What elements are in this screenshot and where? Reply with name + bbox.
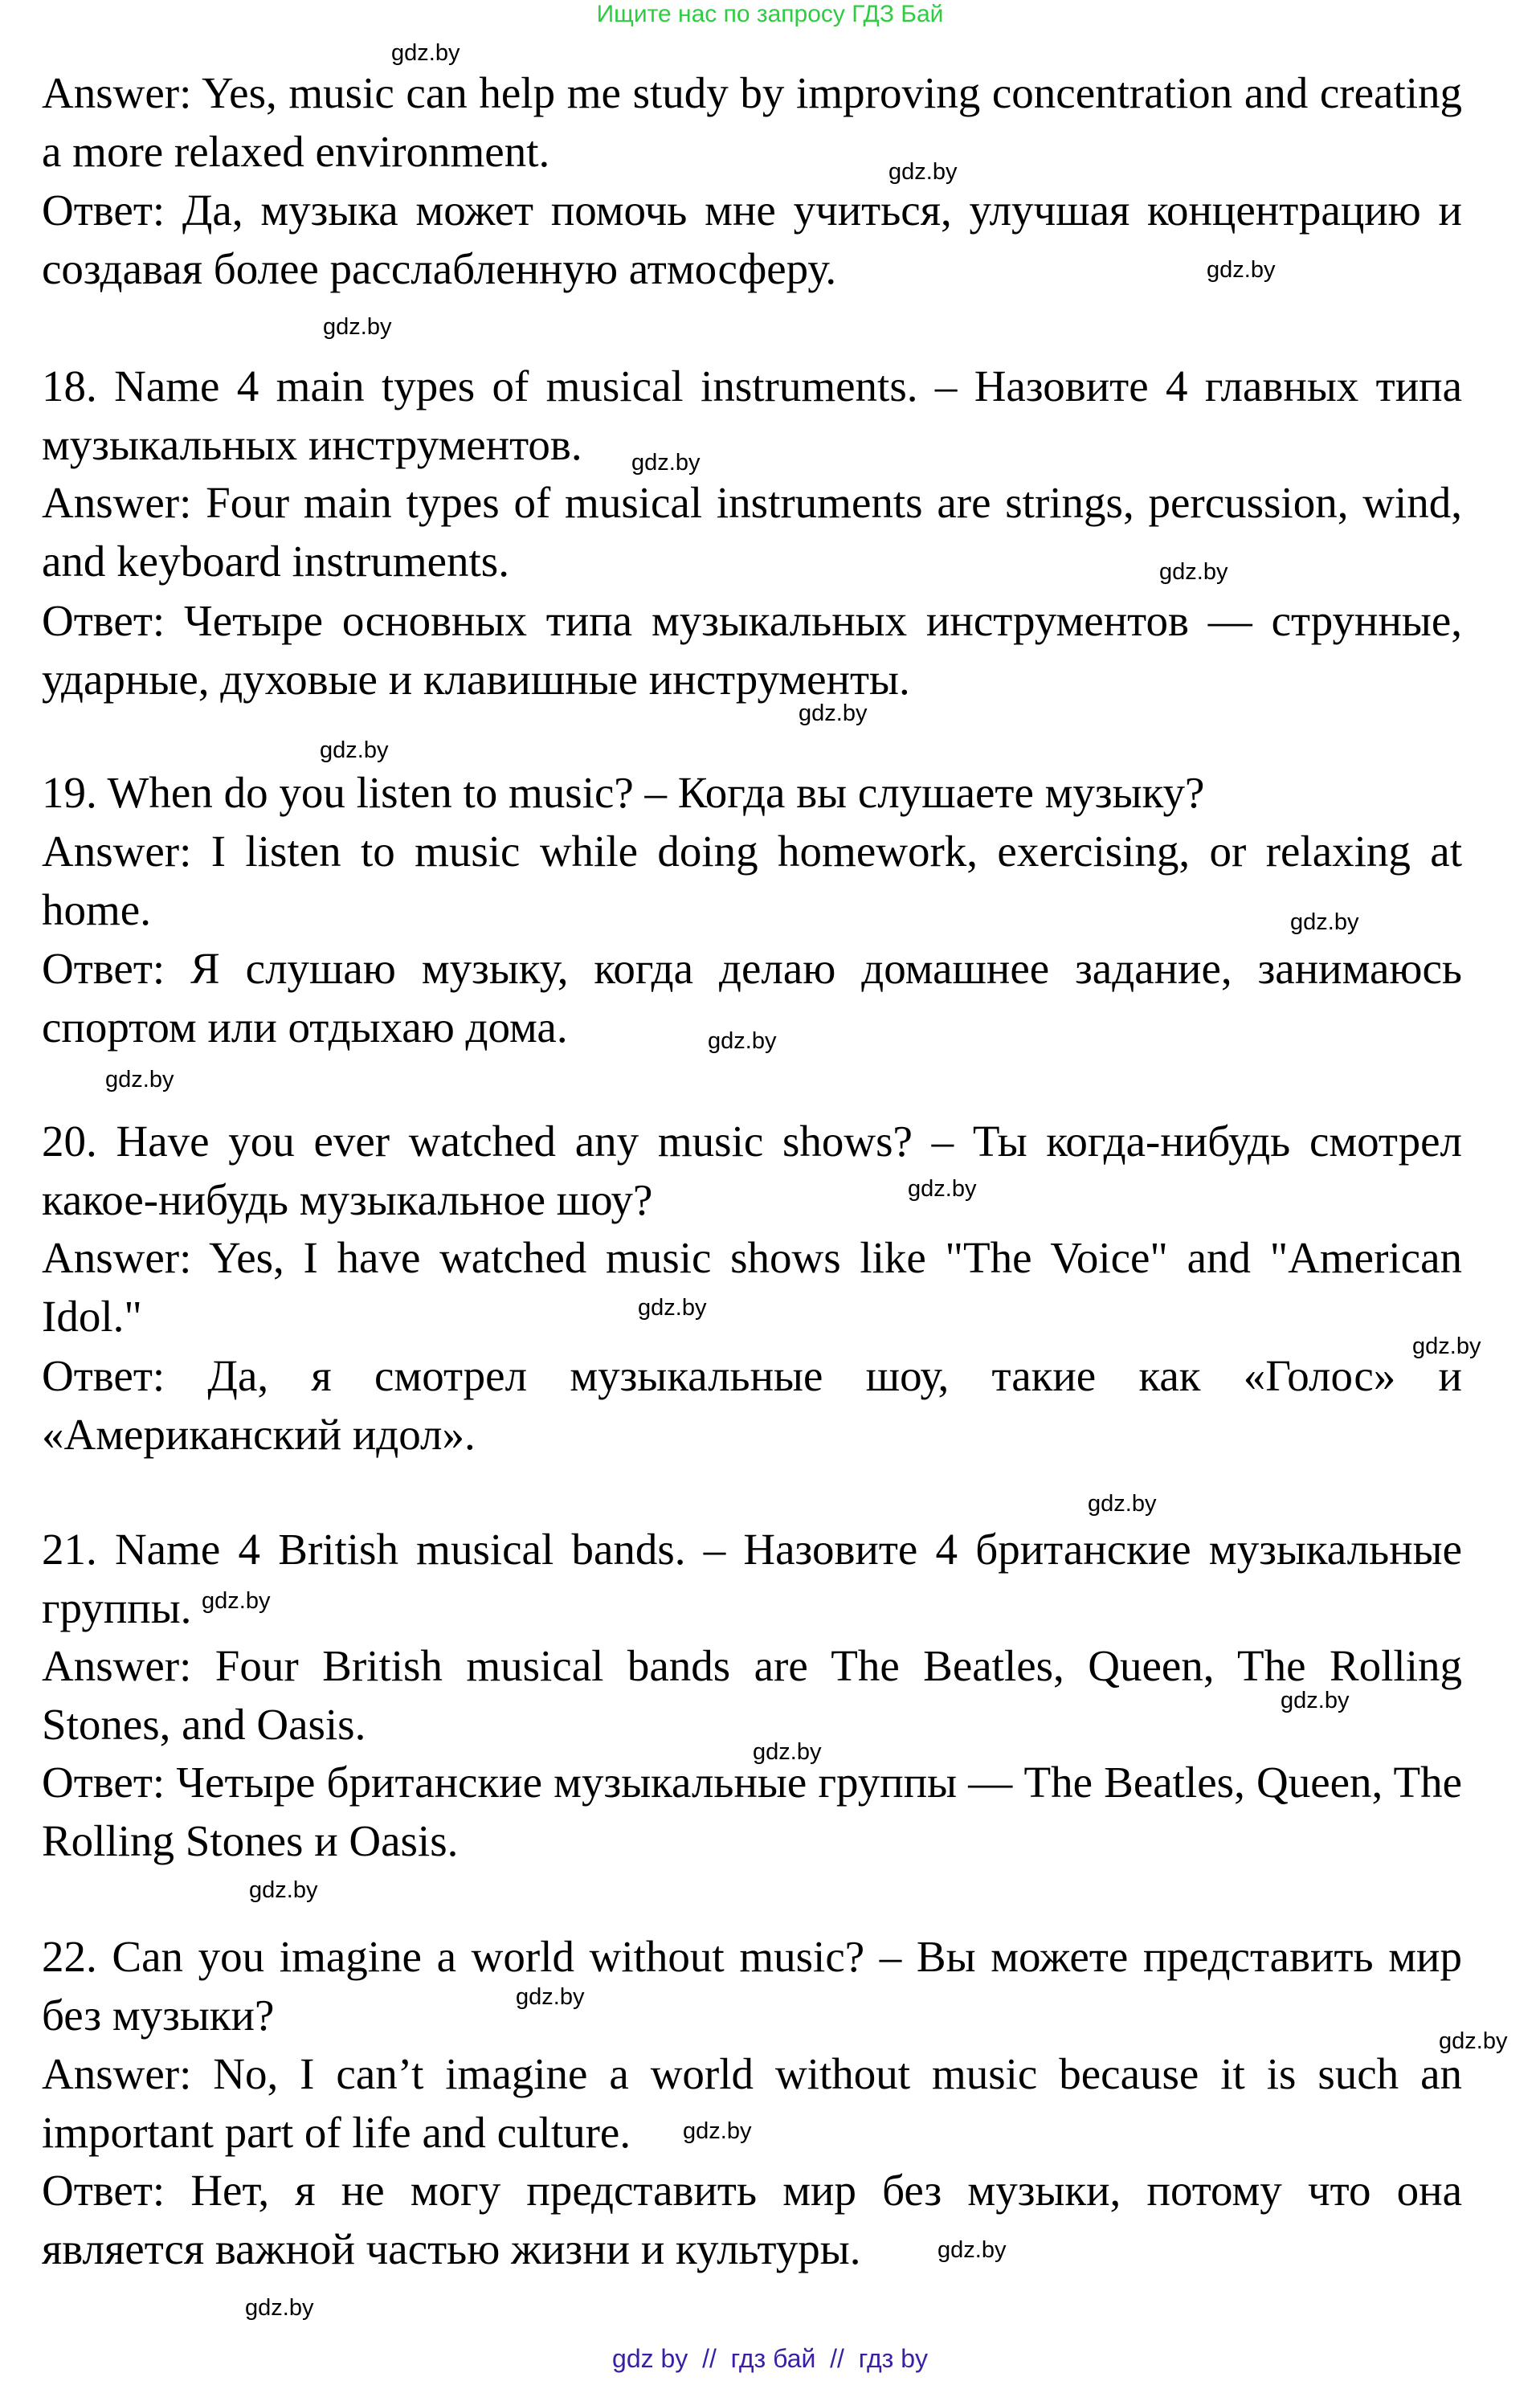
watermark: gdz.by (249, 1877, 318, 1903)
answer-17-en: Answer: Yes, music can help me study by improving concentration and creating a more relaxed environment. (42, 68, 1462, 176)
watermark: gdz.by (202, 1588, 271, 1614)
search-banner: Ищите нас по запросу ГДЗ Бай (596, 1, 944, 27)
question-21: 21. Name 4 British musical bands. – Назовите 4 британские музыкальные группы. (42, 1525, 1462, 1632)
watermark: gdz.by (1207, 257, 1276, 283)
watermark: gdz.by (888, 159, 958, 185)
question-18: 18. Name 4 main types of musical instruments. – Назовите 4 главных типа музыкальных инструментов. (42, 361, 1462, 469)
answer-19-ru: Ответ: Я слушаю музыку, когда делаю домашнее задание, занимаюсь спортом или отдыхаю дома. (42, 944, 1462, 1052)
answer-19-en: Answer: I listen to music while doing homework, exercising, or relaxing at home. (42, 827, 1462, 934)
watermark: gdz.by (908, 1176, 977, 1202)
answer-21-ru: Ответ: Четыре британские музыкальные группы — The Beatles, Queen, The Rolling Stones и Oasis. (42, 1758, 1462, 1865)
answer-20-en: Answer: Yes, I have watched music shows like "The Voice" and "American Idol." (42, 1233, 1462, 1341)
watermark: gdz.by (516, 1984, 585, 2010)
answer-17-ru: Ответ: Да, музыка может помочь мне учиться, улучшая концентрацию и создавая более расслабленную атмосферу. (42, 186, 1462, 293)
watermark: gdz.by (638, 1295, 707, 1321)
watermark: gdz.by (1159, 559, 1228, 585)
watermark: gdz.by (937, 2237, 1007, 2263)
watermark: gdz.by (799, 700, 868, 726)
watermark: gdz.by (320, 737, 389, 763)
watermark: gdz.by (1439, 2028, 1508, 2054)
answer-21-en: Answer: Four British musical bands are The Beatles, Queen, The Rolling Stones, and Oasis. (42, 1641, 1462, 1749)
answer-18-ru: Ответ: Четыре основных типа музыкальных инструментов — струнные, ударные, духовые и клавишные инструменты. (42, 596, 1462, 704)
question-19: 19. When do you listen to music? – Когда вы слушаете музыку? (42, 768, 1205, 817)
watermark: gdz.by (753, 1739, 822, 1765)
watermark: gdz.by (391, 40, 460, 66)
answer-22-en: Answer: No, I can’t imagine a world without music because it is such an important part of life and culture. (42, 2049, 1462, 2157)
watermark: gdz.by (323, 314, 392, 340)
answer-18-en: Answer: Four main types of musical instruments are strings, percussion, wind, and keyboard instruments. (42, 478, 1462, 586)
answer-20-ru: Ответ: Да, я смотрел музыкальные шоу, такие как «Голос» и «Американский идол». (42, 1351, 1462, 1459)
watermark: gdz.by (1412, 1333, 1481, 1359)
watermark: gdz.by (708, 1028, 777, 1054)
watermark: gdz.by (1290, 909, 1359, 935)
watermark: gdz.by (1281, 1688, 1350, 1713)
watermark: gdz.by (245, 2295, 314, 2321)
watermark: gdz.by (1088, 1491, 1157, 1517)
watermark: gdz.by (105, 1067, 174, 1092)
question-22: 22. Can you imagine a world without music? – Вы можете представить мир без музыки? (42, 1932, 1462, 2040)
watermark: gdz.by (631, 450, 701, 476)
question-20: 20. Have you ever watched any music shows? – Ты когда-нибудь смотрел какое-нибудь музыкальное шоу? (42, 1117, 1462, 1224)
watermark: gdz.by (683, 2118, 752, 2144)
answer-22-ru: Ответ: Нет, я не могу представить мир без музыки, потому что она является важной частью жизни и культуры. (42, 2166, 1462, 2273)
footer-links: gdz by // гдз бай // гдз by (612, 2344, 928, 2373)
